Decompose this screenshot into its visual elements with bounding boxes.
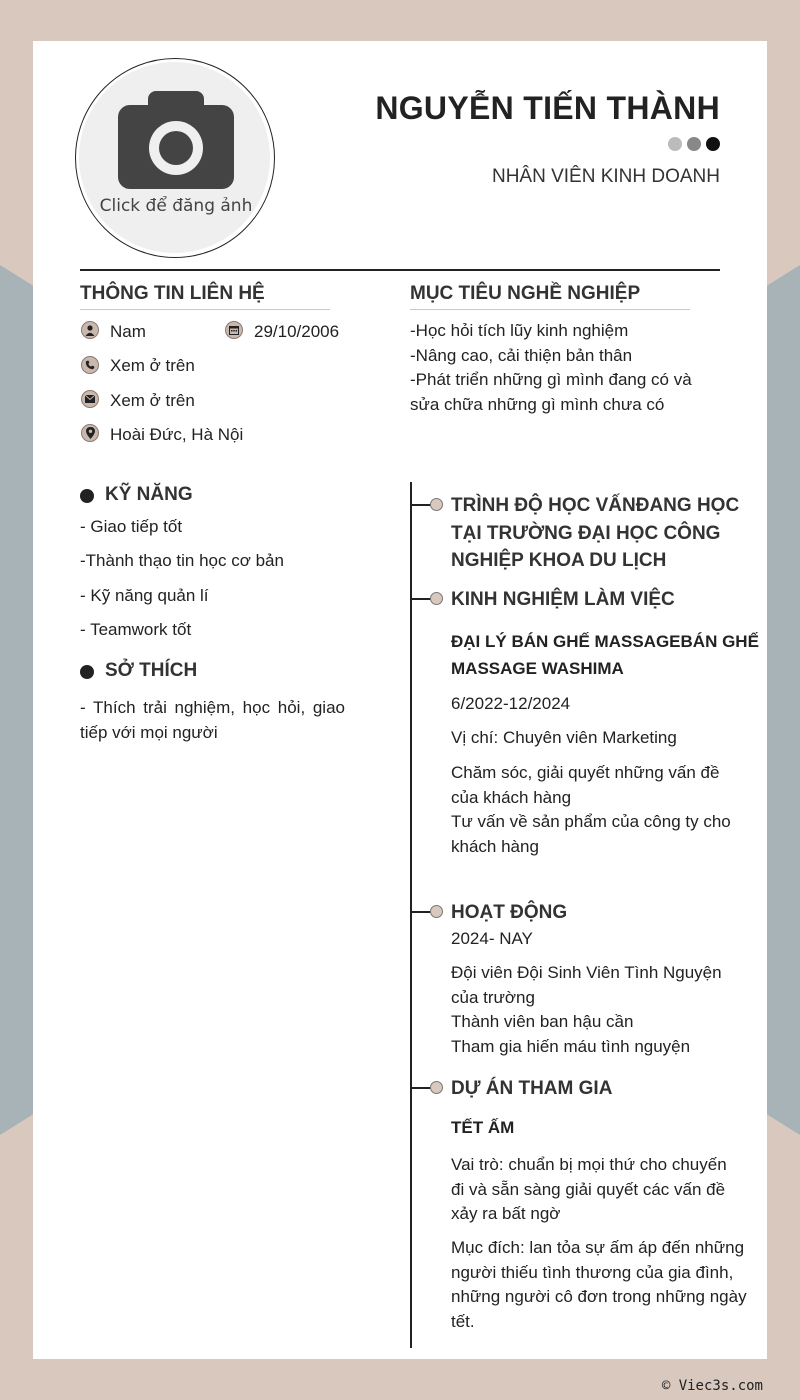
skill-item: - Giao tiếp tốt	[80, 517, 183, 536]
projects-title: DỰ ÁN THAM GIA	[451, 1078, 613, 1099]
project-role-line: đi và sẵn sàng giải quyết các vấn đề	[451, 1179, 726, 1199]
objective-line: sửa chữa những gì mình chưa có	[410, 394, 665, 414]
experience-description	[451, 761, 731, 859]
objective-line: -Nâng cao, cải thiện bản thân	[410, 345, 633, 365]
objective-line: -Phát triển những gì mình đang có và	[410, 370, 692, 389]
timeline-connector	[411, 598, 431, 600]
birthday-value: 29/10/2006	[254, 322, 340, 341]
company-line: MASSAGE WASHIMA	[451, 659, 624, 678]
project-name: TẾT ẤM	[451, 1118, 515, 1137]
experience-period: 6/2022-12/2024	[451, 694, 571, 713]
experience-company	[451, 628, 759, 682]
objective-line: -Học hỏi tích lũy kinh nghiệm	[410, 321, 629, 340]
experience-desc-line: khách hàng	[451, 836, 539, 856]
hobbies-line: - Thích trải nghiệm, học hỏi, giao	[80, 698, 345, 717]
skill-item: - Kỹ năng quản lí	[80, 586, 209, 605]
project-role-line: Vai trò: chuẩn bị mọi thứ cho chuyến	[451, 1155, 727, 1174]
header-divider	[80, 269, 720, 271]
camera-icon	[118, 91, 234, 191]
contact-title-underline	[80, 309, 330, 310]
gender-value: Nam	[110, 322, 146, 341]
project-purpose-line: người thiếu tình thương của gia đình,	[451, 1262, 734, 1282]
full-name: NGUYỄN TIẾN THÀNH	[375, 90, 720, 126]
activity-line: Tham gia hiến máu tình nguyện	[451, 1036, 691, 1056]
timeline-node	[430, 905, 443, 918]
dot-mid	[687, 137, 701, 151]
objective-text	[410, 319, 692, 417]
avatar-upload-label: Click để đăng ảnh	[99, 196, 253, 216]
location-pin-icon	[81, 424, 99, 442]
project-purpose-line: những người cô đơn trong những ngày	[451, 1287, 747, 1306]
avatar-upload[interactable]	[75, 58, 275, 258]
job-title: NHÂN VIÊN KINH DOANH	[491, 166, 720, 187]
education-title	[451, 492, 739, 575]
timeline-connector	[411, 911, 431, 913]
activity-line: Thành viên ban hậu cần	[451, 1012, 634, 1031]
skill-item: - Teamwork tốt	[80, 620, 192, 639]
skills-section-title: KỸ NĂNG	[105, 484, 193, 505]
timeline-connector	[411, 1087, 431, 1089]
project-purpose-line: tết.	[451, 1311, 475, 1331]
timeline-line	[410, 482, 412, 1348]
decorative-dots	[668, 137, 720, 151]
experience-desc-line: Chăm sóc, giải quyết những vấn đề	[451, 763, 720, 782]
company-line: ĐẠI LÝ BÁN GHẾ MASSAGEBÁN GHẾ	[451, 632, 759, 651]
skills-bullet	[80, 489, 94, 503]
project-purpose-line: Mục đích: lan tỏa sự ấm áp đến những	[451, 1238, 745, 1257]
dot-dark	[706, 137, 720, 151]
education-title-line: TRÌNH ĐỘ HỌC VẤNĐANG HỌC	[451, 495, 740, 516]
activities-list	[451, 961, 722, 1059]
objective-section-title: MỤC TIÊU NGHỀ NGHIỆP	[410, 283, 641, 304]
education-title-line: TẠI TRƯỜNG ĐẠI HỌC CÔNG	[451, 522, 721, 544]
email-value: Xem ở trên	[110, 391, 195, 410]
activity-line: của trường	[451, 987, 535, 1007]
activity-line: Đội viên Đội Sinh Viên Tình Nguyện	[451, 963, 722, 982]
objective-title-underline	[410, 309, 690, 310]
project-purpose	[451, 1236, 747, 1334]
phone-icon	[81, 356, 99, 374]
experience-desc-line: của khách hàng	[451, 787, 572, 807]
phone-value: Xem ở trên	[110, 356, 195, 375]
project-role	[451, 1153, 727, 1227]
hobbies-section-title: SỞ THÍCH	[105, 660, 198, 681]
skill-item: -Thành thạo tin học cơ bản	[80, 551, 284, 570]
hobbies-text	[80, 696, 345, 745]
activities-title: HOẠT ĐỘNG	[451, 902, 568, 923]
activities-period: 2024- NAY	[451, 929, 533, 948]
experience-position: Vị chí: Chuyên viên Marketing	[451, 728, 677, 747]
calendar-icon	[225, 321, 243, 339]
project-role-line: xảy ra bất ngờ	[451, 1204, 561, 1223]
hobbies-bullet	[80, 665, 94, 679]
timeline-node	[430, 592, 443, 605]
education-title-line: NGHIỆP KHOA DU LỊCH	[451, 550, 667, 571]
experience-title: KINH NGHIỆM LÀM VIỆC	[451, 589, 675, 610]
copyright-text: © Viec3s.com	[661, 1378, 763, 1394]
person-icon	[81, 321, 99, 339]
experience-desc-line: Tư vấn về sản phẩm của công ty cho	[451, 812, 731, 831]
hobbies-line: tiếp với mọi người	[80, 722, 218, 742]
address-value: Hoài Đức, Hà Nội	[110, 425, 244, 444]
email-icon	[81, 390, 99, 408]
dot-light	[668, 137, 682, 151]
timeline-connector	[411, 504, 431, 506]
timeline-node	[430, 1081, 443, 1094]
contact-section-title: THÔNG TIN LIÊN HỆ	[80, 283, 265, 304]
timeline-node	[430, 498, 443, 511]
